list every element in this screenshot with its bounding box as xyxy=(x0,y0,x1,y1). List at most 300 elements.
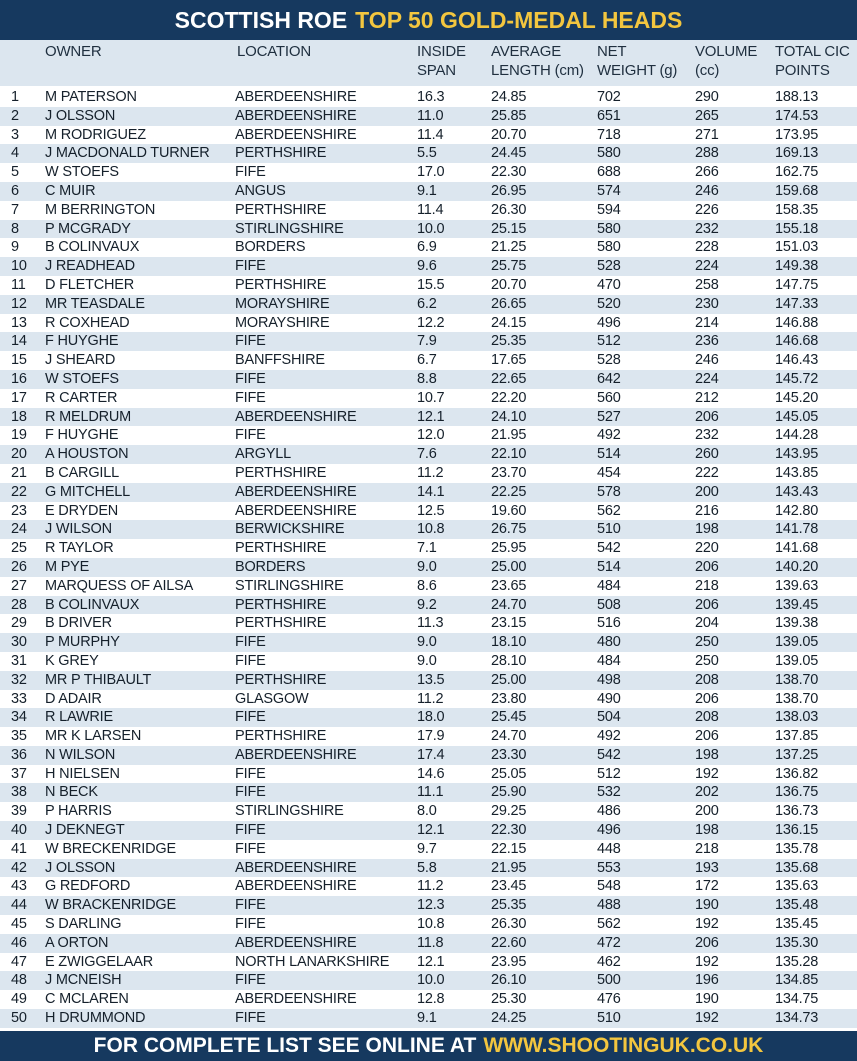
average-length-cell: 18.10 xyxy=(491,634,527,651)
owner-cell: M PATERSON xyxy=(45,89,137,105)
total-points-cell: 151.03 xyxy=(775,239,819,256)
row-number: 30 xyxy=(11,634,27,651)
location-cell: PERTHSHIRE xyxy=(235,276,327,293)
table-row xyxy=(0,1009,857,1028)
row-number: 11 xyxy=(11,276,26,293)
inside-span-cell: 10.0 xyxy=(417,972,445,989)
net-weight-cell: 562 xyxy=(597,502,621,519)
inside-span-cell: 11.4 xyxy=(417,201,444,218)
volume-cell: 212 xyxy=(695,389,719,406)
net-weight-cell: 510 xyxy=(597,521,621,538)
total-points-cell: 162.75 xyxy=(775,164,819,181)
owner-cell: J OLSSON xyxy=(45,107,116,124)
total-points-cell: 146.68 xyxy=(775,333,819,350)
table-row xyxy=(0,144,857,163)
average-length-cell: 26.95 xyxy=(491,182,527,199)
owner-cell: P HARRIS xyxy=(45,803,112,820)
owner-cell: MR TEASDALE xyxy=(45,295,145,312)
table-row xyxy=(0,408,857,427)
average-length-cell: 24.10 xyxy=(491,408,527,425)
location-cell: FIFE xyxy=(235,1010,266,1027)
footer-text: FOR COMPLETE LIST SEE ONLINE AT xyxy=(93,1034,477,1057)
average-length-cell: 26.65 xyxy=(491,295,527,312)
volume-cell: 236 xyxy=(695,333,719,350)
net-weight-cell: 512 xyxy=(597,333,621,350)
inside-span-cell: 13.5 xyxy=(417,671,445,688)
net-weight-cell: 512 xyxy=(597,765,621,782)
total-points-cell: 146.88 xyxy=(775,314,819,331)
row-number: 8 xyxy=(11,220,19,237)
volume-cell: 206 xyxy=(695,596,719,613)
inside-span-cell: 9.6 xyxy=(417,258,437,275)
net-weight-cell: 492 xyxy=(597,728,621,745)
inside-span-cell: 11.1 xyxy=(417,784,444,801)
net-weight-cell: 484 xyxy=(597,577,621,594)
total-points-cell: 173.95 xyxy=(775,126,819,143)
total-points-cell: 188.13 xyxy=(775,89,819,105)
net-weight-cell: 594 xyxy=(597,201,621,218)
table-row xyxy=(0,727,857,746)
net-weight-cell: 484 xyxy=(597,652,621,669)
volume-cell: 208 xyxy=(695,671,719,688)
volume-cell: 224 xyxy=(695,370,719,387)
net-weight-cell: 496 xyxy=(597,314,621,331)
row-number: 46 xyxy=(11,934,27,951)
row-number: 37 xyxy=(11,765,27,782)
table-row xyxy=(0,934,857,953)
owner-cell: J MACDONALD TURNER xyxy=(45,145,210,162)
volume-cell: 198 xyxy=(695,822,719,839)
total-points-cell: 142.80 xyxy=(775,502,819,519)
owner-cell: K GREY xyxy=(45,652,99,669)
average-length-cell: 24.45 xyxy=(491,145,527,162)
location-cell: ABERDEENSHIRE xyxy=(235,126,357,143)
inside-span-cell: 11.3 xyxy=(417,615,444,632)
owner-cell: MR P THIBAULT xyxy=(45,671,152,688)
row-number: 45 xyxy=(11,916,27,933)
average-length-cell: 25.85 xyxy=(491,107,527,124)
location-cell: STIRLINGSHIRE xyxy=(235,803,344,820)
table-row xyxy=(0,163,857,182)
volume-cell: 198 xyxy=(695,521,719,538)
table-row xyxy=(0,220,857,239)
owner-cell: J MCNEISH xyxy=(45,972,122,989)
inside-span-cell: 12.3 xyxy=(417,897,445,914)
average-length-cell: 25.00 xyxy=(491,558,527,575)
inside-span-cell: 10.0 xyxy=(417,220,445,237)
location-cell: PERTHSHIRE xyxy=(235,728,327,745)
volume-cell: 220 xyxy=(695,540,719,557)
volume-cell: 271 xyxy=(695,126,719,143)
net-weight-cell: 560 xyxy=(597,389,621,406)
row-number: 47 xyxy=(11,953,27,970)
net-weight-cell: 496 xyxy=(597,822,621,839)
table-row xyxy=(0,370,857,389)
net-weight-cell: 490 xyxy=(597,690,621,707)
net-weight-cell: 492 xyxy=(597,427,621,444)
average-length-cell: 28.10 xyxy=(491,652,527,669)
owner-cell: R MELDRUM xyxy=(45,408,132,425)
average-length-cell: 22.30 xyxy=(491,822,527,839)
total-points-cell: 134.75 xyxy=(775,991,819,1008)
net-weight-cell: 462 xyxy=(597,953,621,970)
volume-cell: 208 xyxy=(695,709,719,726)
inside-span-cell: 5.5 xyxy=(417,145,437,162)
average-length-cell: 25.00 xyxy=(491,671,527,688)
location-cell: ABERDEENSHIRE xyxy=(235,107,357,124)
location-cell: FIFE xyxy=(235,840,266,857)
row-number: 50 xyxy=(11,1010,27,1027)
total-points-cell: 145.05 xyxy=(775,408,819,425)
volume-cell: 192 xyxy=(695,765,719,782)
location-cell: PERTHSHIRE xyxy=(235,596,327,613)
net-weight-cell: 542 xyxy=(597,746,621,763)
average-length-cell: 23.95 xyxy=(491,953,527,970)
volume-cell: 214 xyxy=(695,314,719,331)
table-row xyxy=(0,126,857,145)
average-length-cell: 25.95 xyxy=(491,540,527,557)
total-points-cell: 139.63 xyxy=(775,577,819,594)
inside-span-cell: 6.2 xyxy=(417,295,437,312)
owner-cell: H NIELSEN xyxy=(45,765,120,782)
table-row xyxy=(0,671,857,690)
table-row xyxy=(0,201,857,220)
total-points-cell: 137.85 xyxy=(775,728,819,745)
owner-cell: B COLINVAUX xyxy=(45,239,140,256)
table-row xyxy=(0,633,857,652)
volume-cell: 192 xyxy=(695,1010,719,1027)
total-points-cell: 135.63 xyxy=(775,878,819,895)
net-weight-cell: 504 xyxy=(597,709,621,726)
row-number: 16 xyxy=(11,370,27,387)
owner-cell: MARQUESS OF AILSA xyxy=(45,577,194,594)
volume-cell: 218 xyxy=(695,577,719,594)
volume-cell: 265 xyxy=(695,107,719,124)
inside-span-cell: 7.9 xyxy=(417,333,437,350)
total-points-cell: 141.78 xyxy=(775,521,819,538)
location-cell: ABERDEENSHIRE xyxy=(235,408,357,425)
location-cell: ABERDEENSHIRE xyxy=(235,483,357,500)
total-points-cell: 158.35 xyxy=(775,201,819,218)
average-length-cell: 24.85 xyxy=(491,89,527,105)
header-owner: OWNER xyxy=(45,43,102,60)
table-row xyxy=(0,765,857,784)
average-length-cell: 25.15 xyxy=(491,220,527,237)
inside-span-cell: 9.1 xyxy=(417,182,437,199)
inside-span-cell: 11.2 xyxy=(417,878,444,895)
inside-span-cell: 12.1 xyxy=(417,408,445,425)
location-cell: PERTHSHIRE xyxy=(235,201,327,218)
volume-cell: 250 xyxy=(695,634,719,651)
net-weight-cell: 578 xyxy=(597,483,621,500)
table-row xyxy=(0,257,857,276)
total-points-cell: 143.43 xyxy=(775,483,819,500)
volume-cell: 260 xyxy=(695,446,719,463)
inside-span-cell: 12.5 xyxy=(417,502,445,519)
volume-cell: 204 xyxy=(695,615,719,632)
table-row xyxy=(0,332,857,351)
location-cell: PERTHSHIRE xyxy=(235,145,327,162)
location-cell: PERTHSHIRE xyxy=(235,615,327,632)
average-length-cell: 22.15 xyxy=(491,840,527,857)
total-points-cell: 159.68 xyxy=(775,182,819,199)
total-points-cell: 139.38 xyxy=(775,615,819,632)
owner-cell: F HUYGHE xyxy=(45,427,119,444)
volume-cell: 228 xyxy=(695,239,719,256)
total-points-cell: 135.45 xyxy=(775,916,819,933)
table-row xyxy=(0,351,857,370)
total-points-cell: 145.72 xyxy=(775,370,819,387)
row-number: 42 xyxy=(11,859,27,876)
location-cell: FIFE xyxy=(235,652,266,669)
location-cell: GLASGOW xyxy=(235,690,309,707)
inside-span-cell: 6.9 xyxy=(417,239,437,256)
total-points-cell: 135.30 xyxy=(775,934,819,951)
table-row xyxy=(0,915,857,934)
volume-cell: 196 xyxy=(695,972,719,989)
owner-cell: B CARGILL xyxy=(45,464,119,481)
row-number: 12 xyxy=(11,295,27,312)
row-number: 27 xyxy=(11,577,27,594)
total-points-cell: 174.53 xyxy=(775,107,819,124)
table-row xyxy=(0,840,857,859)
table-row xyxy=(0,953,857,972)
total-points-cell: 134.73 xyxy=(775,1010,819,1027)
row-number: 38 xyxy=(11,784,27,801)
net-weight-cell: 651 xyxy=(597,107,621,124)
title-main: SCOTTISH ROE xyxy=(174,6,348,33)
average-length-cell: 21.95 xyxy=(491,427,527,444)
volume-cell: 218 xyxy=(695,840,719,857)
location-cell: ABERDEENSHIRE xyxy=(235,991,357,1008)
inside-span-cell: 10.7 xyxy=(417,389,445,406)
row-number: 32 xyxy=(11,671,27,688)
average-length-cell: 22.10 xyxy=(491,446,527,463)
total-points-cell: 138.70 xyxy=(775,671,819,688)
owner-cell: R LAWRIE xyxy=(45,709,113,726)
location-cell: FIFE xyxy=(235,709,266,726)
table-row xyxy=(0,276,857,295)
location-cell: FIFE xyxy=(235,333,266,350)
owner-cell: W BRECKENRIDGE xyxy=(45,840,176,857)
average-length-cell: 21.25 xyxy=(491,239,527,256)
row-number: 17 xyxy=(11,389,27,406)
total-points-cell: 140.20 xyxy=(775,558,819,575)
net-weight-cell: 580 xyxy=(597,145,621,162)
inside-span-cell: 12.0 xyxy=(417,427,445,444)
location-cell: FIFE xyxy=(235,258,266,275)
table-row xyxy=(0,859,857,878)
row-number: 3 xyxy=(11,126,19,143)
average-length-cell: 25.45 xyxy=(491,709,527,726)
net-weight-cell: 486 xyxy=(597,803,621,820)
location-cell: STIRLINGSHIRE xyxy=(235,220,344,237)
table-row xyxy=(0,88,857,107)
net-weight-cell: 718 xyxy=(597,126,621,143)
location-cell: BERWICKSHIRE xyxy=(235,521,345,538)
volume-cell: 206 xyxy=(695,690,719,707)
inside-span-cell: 17.0 xyxy=(417,164,445,181)
location-cell: BORDERS xyxy=(235,558,306,575)
location-cell: PERTHSHIRE xyxy=(235,671,327,688)
total-points-cell: 135.48 xyxy=(775,897,819,914)
net-weight-cell: 510 xyxy=(597,1010,621,1027)
table-row xyxy=(0,614,857,633)
row-number: 44 xyxy=(11,897,27,914)
volume-cell: 222 xyxy=(695,464,719,481)
average-length-cell: 25.30 xyxy=(491,991,527,1008)
net-weight-cell: 532 xyxy=(597,784,621,801)
location-cell: NORTH LANARKSHIRE xyxy=(235,953,390,970)
total-points-cell: 137.25 xyxy=(775,746,819,763)
average-length-cell: 24.70 xyxy=(491,728,527,745)
net-weight-cell: 470 xyxy=(597,276,621,293)
net-weight-cell: 508 xyxy=(597,596,621,613)
total-points-cell: 169.13 xyxy=(775,145,819,162)
location-cell: FIFE xyxy=(235,427,266,444)
table-body xyxy=(0,88,857,1028)
net-weight-cell: 516 xyxy=(597,615,621,632)
header-total-cic-points: TOTAL CIC POINTS xyxy=(775,43,850,79)
owner-cell: E ZWIGGELAAR xyxy=(45,953,153,970)
net-weight-cell: 528 xyxy=(597,258,621,275)
footer-link[interactable]: WWW.SHOOTINGUK.CO.UK xyxy=(483,1034,764,1057)
total-points-cell: 139.05 xyxy=(775,634,819,651)
row-number: 19 xyxy=(11,427,27,444)
inside-span-cell: 10.8 xyxy=(417,916,445,933)
volume-cell: 266 xyxy=(695,164,719,181)
total-points-cell: 136.82 xyxy=(775,765,819,782)
owner-cell: W STOEFS xyxy=(45,370,119,387)
inside-span-cell: 18.0 xyxy=(417,709,445,726)
volume-cell: 230 xyxy=(695,295,719,312)
location-cell: FIFE xyxy=(235,897,266,914)
owner-cell: P MURPHY xyxy=(45,634,120,651)
owner-cell: J WILSON xyxy=(45,521,112,538)
owner-cell: C MUIR xyxy=(45,182,96,199)
average-length-cell: 25.75 xyxy=(491,258,527,275)
volume-cell: 290 xyxy=(695,89,719,105)
location-cell: FIFE xyxy=(235,784,266,801)
total-points-cell: 146.43 xyxy=(775,352,819,369)
inside-span-cell: 14.6 xyxy=(417,765,445,782)
location-cell: ANGUS xyxy=(235,182,286,199)
inside-span-cell: 10.8 xyxy=(417,521,445,538)
owner-cell: J SHEARD xyxy=(45,352,116,369)
table-header xyxy=(0,40,857,86)
net-weight-cell: 574 xyxy=(597,182,621,199)
row-number: 28 xyxy=(11,596,27,613)
net-weight-cell: 562 xyxy=(597,916,621,933)
average-length-cell: 23.80 xyxy=(491,690,527,707)
inside-span-cell: 9.0 xyxy=(417,652,437,669)
inside-span-cell: 12.1 xyxy=(417,953,445,970)
net-weight-cell: 527 xyxy=(597,408,621,425)
row-number: 9 xyxy=(11,239,19,256)
net-weight-cell: 454 xyxy=(597,464,621,481)
average-length-cell: 24.70 xyxy=(491,596,527,613)
table-row xyxy=(0,558,857,577)
average-length-cell: 23.70 xyxy=(491,464,527,481)
inside-span-cell: 5.8 xyxy=(417,859,437,876)
net-weight-cell: 528 xyxy=(597,352,621,369)
volume-cell: 206 xyxy=(695,558,719,575)
row-number: 26 xyxy=(11,558,27,575)
inside-span-cell: 9.2 xyxy=(417,596,437,613)
net-weight-cell: 548 xyxy=(597,878,621,895)
row-number: 21 xyxy=(11,464,27,481)
table-row xyxy=(0,238,857,257)
row-number: 29 xyxy=(11,615,27,632)
total-points-cell: 136.73 xyxy=(775,803,819,820)
table-row xyxy=(0,314,857,333)
volume-cell: 232 xyxy=(695,220,719,237)
table-row xyxy=(0,520,857,539)
net-weight-cell: 514 xyxy=(597,446,621,463)
total-points-cell: 138.03 xyxy=(775,709,819,726)
total-points-cell: 136.75 xyxy=(775,784,819,801)
volume-cell: 246 xyxy=(695,182,719,199)
average-length-cell: 22.60 xyxy=(491,934,527,951)
volume-cell: 192 xyxy=(695,916,719,933)
volume-cell: 206 xyxy=(695,934,719,951)
volume-cell: 206 xyxy=(695,408,719,425)
row-number: 39 xyxy=(11,803,27,820)
table-row xyxy=(0,708,857,727)
volume-cell: 200 xyxy=(695,483,719,500)
inside-span-cell: 11.8 xyxy=(417,934,444,951)
row-number: 2 xyxy=(11,107,19,124)
average-length-cell: 29.25 xyxy=(491,803,527,820)
table-row xyxy=(0,295,857,314)
average-length-cell: 26.10 xyxy=(491,972,527,989)
inside-span-cell: 8.0 xyxy=(417,803,437,820)
table-row xyxy=(0,652,857,671)
row-number: 35 xyxy=(11,728,27,745)
table-row xyxy=(0,896,857,915)
table-row xyxy=(0,990,857,1009)
owner-cell: E DRYDEN xyxy=(45,502,119,519)
inside-span-cell: 8.8 xyxy=(417,370,437,387)
average-length-cell: 23.45 xyxy=(491,878,527,895)
owner-cell: R TAYLOR xyxy=(45,540,114,557)
inside-span-cell: 11.2 xyxy=(417,464,444,481)
inside-span-cell: 9.0 xyxy=(417,558,437,575)
net-weight-cell: 498 xyxy=(597,671,621,688)
inside-span-cell: 9.0 xyxy=(417,634,437,651)
row-number: 33 xyxy=(11,690,27,707)
row-number: 25 xyxy=(11,540,27,557)
total-points-cell: 141.68 xyxy=(775,540,819,557)
average-length-cell: 24.15 xyxy=(491,314,527,331)
owner-cell: M PYE xyxy=(45,558,90,575)
average-length-cell: 23.30 xyxy=(491,746,527,763)
location-cell: FIFE xyxy=(235,164,266,181)
table-row xyxy=(0,464,857,483)
table-row xyxy=(0,483,857,502)
location-cell: ABERDEENSHIRE xyxy=(235,859,357,876)
row-number: 34 xyxy=(11,709,27,726)
total-points-cell: 143.95 xyxy=(775,446,819,463)
average-length-cell: 25.35 xyxy=(491,333,527,350)
net-weight-cell: 520 xyxy=(597,295,621,312)
owner-cell: M BERRINGTON xyxy=(45,201,156,218)
location-cell: ABERDEENSHIRE xyxy=(235,746,357,763)
row-number: 43 xyxy=(11,878,27,895)
average-length-cell: 22.65 xyxy=(491,370,527,387)
total-points-cell: 136.15 xyxy=(775,822,819,839)
net-weight-cell: 702 xyxy=(597,89,621,105)
